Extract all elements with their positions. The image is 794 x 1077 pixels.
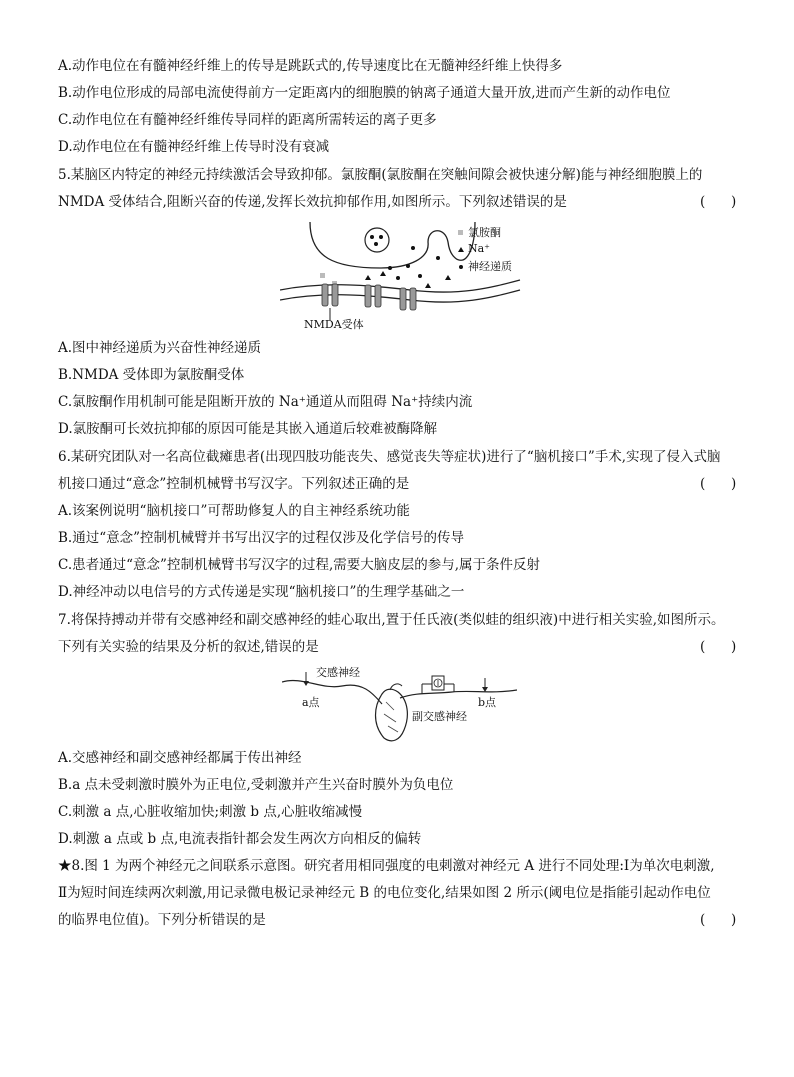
q5-option-c: C.氯胺酮作用机制可能是阻断开放的 Na⁺通道从而阻碍 Na⁺持续内流 <box>58 394 473 410</box>
q5-synapse-figure <box>280 218 540 333</box>
q5-answer-bracket: ( ) <box>700 194 737 210</box>
q5-stem-line-1: 5.某脑区内特定的神经元持续激活会导致抑郁。氯胺酮(氯胺酮在突触间隙会被快速分解)能与神经细胞膜上的 <box>58 167 703 183</box>
legend-ketamine: 氯胺酮 <box>468 226 501 239</box>
q7-stem-line-1: 7.将保持搏动并带有交感神经和副交感神经的蛙心取出,置于任氏液(类似蛙的组织液)中进行相关实验,如图所示。 <box>58 612 725 628</box>
q6-option-d: D.神经冲动以电信号的方式传递是实现“脑机接口”的生理学基础之一 <box>58 584 465 600</box>
q7-option-c: C.刺激 a 点,心脏收缩加快;刺激 b 点,心脏收缩减慢 <box>58 804 363 820</box>
q7-option-a: A.交感神经和副交感神经都属于传出神经 <box>58 750 302 766</box>
q6-option-b: B.通过“意念”控制机械臂并书写出汉字的过程仅涉及化学信号的传导 <box>58 530 465 546</box>
q6-stem-line-2: 机接口通过“意念”控制机械臂书写汉字。下列叙述正确的是 <box>58 476 410 492</box>
q7-answer-bracket: ( ) <box>700 639 737 655</box>
q7-option-d: D.刺激 a 点或 b 点,电流表指针都会发生两次方向相反的偏转 <box>58 831 422 847</box>
q5-stem-line-2: NMDA 受体结合,阻断兴奋的传递,发挥长效抗抑郁作用,如图所示。下列叙述错误的是 <box>58 194 567 210</box>
sympathetic-label: 交感神经 <box>316 666 360 679</box>
q8-stem-line-3: 的临界电位值)。下列分析错误的是 <box>58 912 266 928</box>
q7-frog-heart-figure <box>282 664 517 744</box>
point-a-label: a点 <box>302 696 320 709</box>
q4-option-d: D.动作电位在有髓神经纤维上传导时没有衰减 <box>58 139 330 155</box>
q6-option-a: A.该案例说明“脑机接口”可帮助修复人的自主神经系统功能 <box>58 503 410 519</box>
legend-neurotransmitter: 神经递质 <box>468 260 512 273</box>
q8-stem-line-1: ★8.图 1 为两个神经元之间联系示意图。研究者用相同强度的电刺激对神经元 A 进行不同处理:Ⅰ为单次电刺激, <box>58 858 715 874</box>
q5-option-b: B.NMDA 受体即为氯胺酮受体 <box>58 367 245 383</box>
q5-option-d: D.氯胺酮可长效抗抑郁的原因可能是其嵌入通道后较难被酶降解 <box>58 421 438 437</box>
q8-answer-bracket: ( ) <box>700 912 737 928</box>
nmda-receptor-label: NMDA受体 <box>304 318 364 331</box>
q7-stem-line-2: 下列有关实验的结果及分析的叙述,错误的是 <box>58 639 319 655</box>
parasympathetic-label: 副交感神经 <box>412 710 467 723</box>
q7-option-b: B.a 点未受刺激时膜外为正电位,受刺激并产生兴奋时膜外为负电位 <box>58 777 454 793</box>
q4-option-c: C.动作电位在有髓神经纤维传导同样的距离所需转运的离子更多 <box>58 112 437 128</box>
point-b-label: b点 <box>478 696 497 709</box>
q6-answer-bracket: ( ) <box>700 476 737 492</box>
q5-option-a: A.图中神经递质为兴奋性神经递质 <box>58 340 262 356</box>
legend-na: Na⁺ <box>468 242 490 255</box>
q8-stem-line-2: Ⅱ为短时间连续两次刺激,用记录微电极记录神经元 B 的电位变化,结果如图 2 所示(阈电位是指能引起动作电位 <box>58 885 711 901</box>
q4-option-b: B.动作电位形成的局部电流使得前方一定距离内的细胞膜的钠离子通道大量开放,进而产生新的动作电位 <box>58 85 671 101</box>
q6-option-c: C.患者通过“意念”控制机械臂书写汉字的过程,需要大脑皮层的参与,属于条件反射 <box>58 557 541 573</box>
q6-stem-line-1: 6.某研究团队对一名高位截瘫患者(出现四肢功能丧失、感觉丧失等症状)进行了“脑机接口”手术,实现了侵入式脑 <box>58 449 721 465</box>
q4-option-a: A.动作电位在有髓神经纤维上的传导是跳跃式的,传导速度比在无髓神经纤维上快得多 <box>58 58 563 74</box>
